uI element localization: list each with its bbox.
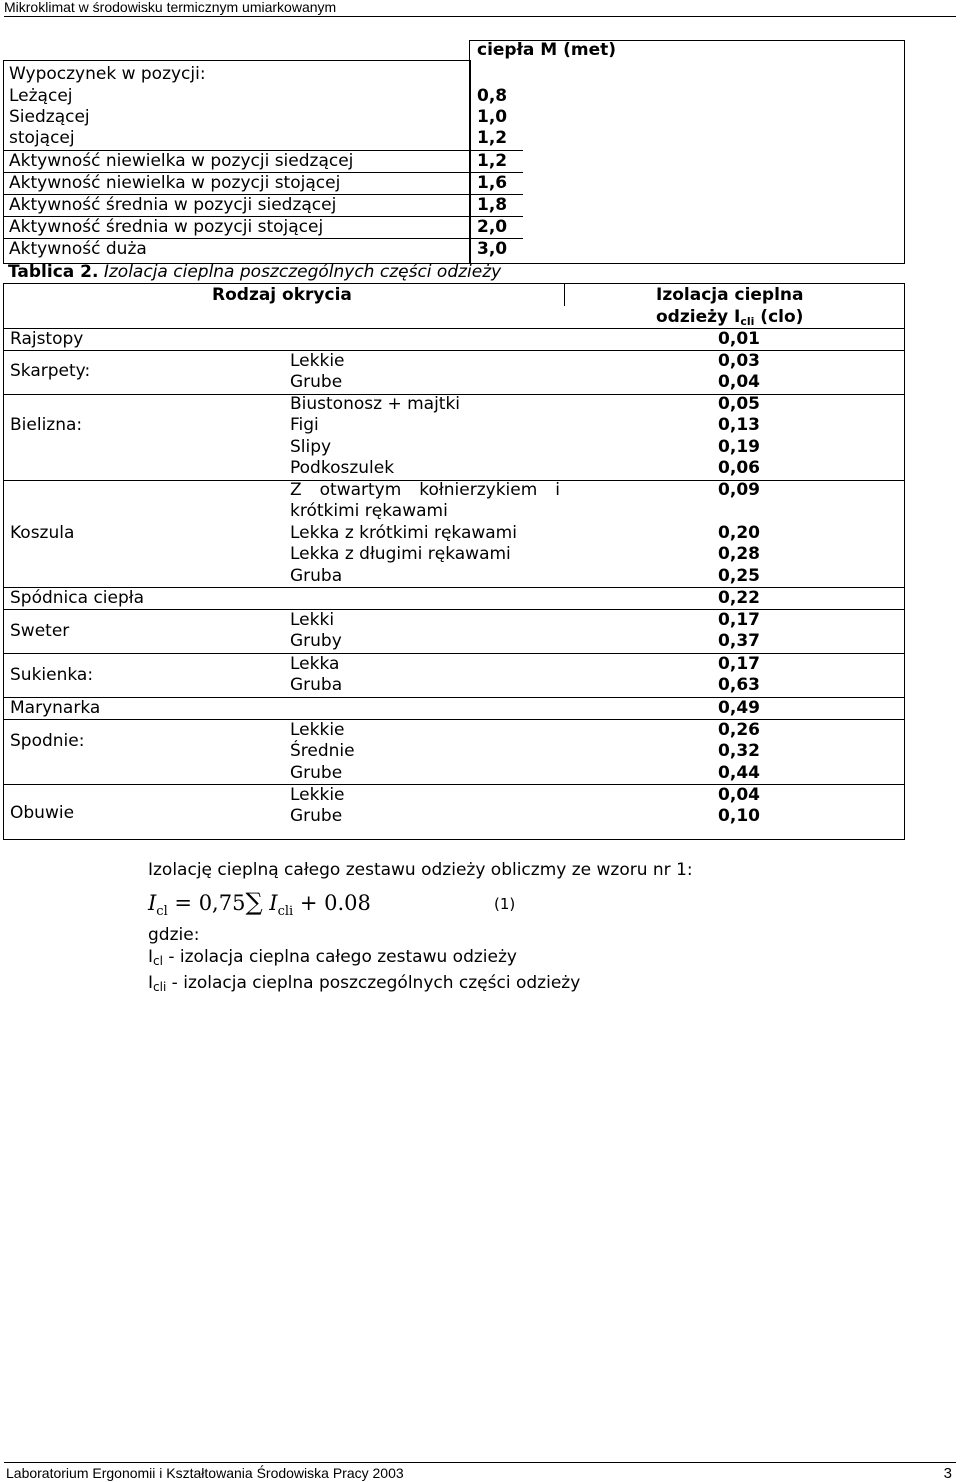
table1-row-value: 3,0: [477, 239, 508, 259]
table1-row-value: 1,8: [477, 195, 508, 215]
table1-value-frame: [469, 40, 905, 264]
clothing-type: Gruba: [290, 675, 343, 695]
clothing-type: Grube: [290, 372, 343, 392]
category-skarpety: Skarpety:: [10, 361, 91, 381]
table1-row-value: 1,2: [477, 128, 508, 148]
row-divider: [4, 719, 904, 720]
metabolic-rate-table: [3, 40, 903, 262]
table2-header-divider: [564, 284, 565, 306]
definition-item: $I_{cli}$ - izolacja cieplna poszczególnych części odzieży: [148, 973, 581, 994]
insulation-value: 0,05: [718, 394, 760, 414]
row-divider: [4, 784, 904, 785]
insulation-value: 0,37: [718, 631, 760, 651]
table1-row-label: Siedzącej: [9, 107, 90, 127]
category-spodnica: Spódnica ciepła: [10, 588, 145, 608]
clothing-type: Gruby: [290, 631, 342, 651]
clothing-type: Podkoszulek: [290, 458, 395, 478]
row-divider: [4, 653, 904, 654]
category-marynarka: Marynarka: [10, 698, 101, 718]
table1-row-label: Aktywność średnia w pozycji siedzącej: [9, 195, 337, 215]
row-divider: [4, 350, 904, 351]
insulation-value: 0,13: [718, 415, 760, 435]
table1-row-value: 1,0: [477, 107, 508, 127]
insulation-value: 0,26: [718, 720, 760, 740]
insulation-value: 0,22: [718, 588, 760, 608]
clothing-type: Gruba: [290, 566, 343, 586]
running-header: [4, 0, 956, 17]
caption-text: Izolacja cieplna poszczególnych części odzieży: [103, 262, 502, 282]
running-footer: [4, 1462, 956, 1481]
table1-group-label: Wypoczynek w pozycji:: [9, 64, 206, 84]
insulation-value: 0,03: [718, 351, 760, 371]
insulation-value: 0,06: [718, 458, 760, 478]
table1-row-value: 0,8: [477, 86, 508, 106]
clothing-insulation-table: [3, 283, 905, 840]
table1-row-label: Aktywność duża: [9, 239, 147, 259]
clothing-type-continued: krótkimi rękawami: [290, 501, 448, 521]
clothing-type: Lekkie: [290, 785, 345, 805]
table1-row-label: stojącej: [9, 128, 75, 148]
table1-header: ciepła M (met): [477, 40, 617, 60]
category-sukienka: Sukienka:: [10, 665, 94, 685]
table1-row-label: Aktywność średnia w pozycji stojącej: [9, 217, 324, 237]
clothing-type: Biustonosz + majtki: [290, 394, 461, 414]
category-koszula: Koszula: [10, 523, 75, 543]
clothing-type: Lekka z krótkimi rękawami: [290, 523, 517, 543]
category-rajstopy: Rajstopy: [10, 329, 84, 349]
table1-row-label: Aktywność niewielka w pozycji siedzącej: [9, 151, 354, 171]
insulation-value: 0,63: [718, 675, 760, 695]
equation-number: (1): [494, 895, 516, 913]
clothing-type: Lekkie: [290, 720, 345, 740]
clothing-type: Lekka z długimi rękawami: [290, 544, 511, 564]
definitions-where: gdzie:: [148, 925, 200, 945]
clothing-type: Slipy: [290, 437, 332, 457]
clothing-type: Z otwartym kołnierzykiem i: [290, 480, 560, 500]
formula-definitions: [148, 924, 848, 998]
insulation-value: 0,09: [718, 480, 760, 500]
caption-label: Tablica 2.: [8, 262, 99, 282]
clothing-type: Lekki: [290, 610, 335, 630]
insulation-value: 0,04: [718, 785, 760, 805]
clothing-type: Grube: [290, 763, 343, 783]
table1-row-value: 2,0: [477, 217, 508, 237]
table1-row-value: 1,6: [477, 173, 508, 193]
insulation-value: 0,32: [718, 741, 760, 761]
insulation-formula: [148, 888, 648, 922]
row-divider: [4, 609, 904, 610]
category-sweter: Sweter: [10, 621, 70, 641]
formula-intro: Izolację cieplną całego zestawu odzieży obliczmy ze wzoru nr 1:: [148, 860, 693, 880]
formula-expression: $I_{cl} = 0,75\sum$ $I_{cli} + 0.08$: [148, 888, 371, 919]
clothing-type: Lekkie: [290, 351, 345, 371]
header-insulation-line2: odzieży Icli (clo): [656, 307, 804, 328]
table1-row-label: Leżącej: [9, 86, 73, 106]
clothing-type: Grube: [290, 806, 343, 826]
category-spodnie: Spodnie:: [10, 731, 85, 751]
row-divider: [4, 697, 904, 698]
insulation-value: 0,25: [718, 566, 760, 586]
insulation-value: 0,19: [718, 437, 760, 457]
clothing-type: Figi: [290, 415, 319, 435]
clothing-type: Średnie: [290, 741, 355, 761]
header-insulation-line1: Izolacja cieplna: [656, 285, 804, 305]
insulation-value: 0,49: [718, 698, 760, 718]
table2-caption: [8, 262, 501, 283]
insulation-value: 0,01: [718, 329, 760, 349]
category-obuwie: Obuwie: [10, 803, 75, 823]
insulation-value: 0,20: [718, 523, 760, 543]
insulation-value: 0,17: [718, 654, 760, 674]
page-number: 3: [943, 1465, 952, 1482]
clothing-type: Lekka: [290, 654, 340, 674]
table1-row-value: 1,2: [477, 151, 508, 171]
document-title: Mikroklimat w środowisku termicznym umiarkowanym: [4, 0, 337, 15]
table1-row-label: Aktywność niewielka w pozycji stojącej: [9, 173, 341, 193]
insulation-value: 0,28: [718, 544, 760, 564]
insulation-value: 0,17: [718, 610, 760, 630]
footer-text: Laboratorium Ergonomii i Kształtowania Środowiska Pracy 2003: [6, 1465, 404, 1481]
insulation-value: 0,04: [718, 372, 760, 392]
header-clothing-type: Rodzaj okrycia: [212, 285, 352, 305]
insulation-value: 0,44: [718, 763, 760, 783]
category-bielizna: Bielizna:: [10, 415, 83, 435]
insulation-value: 0,10: [718, 806, 760, 826]
definition-item: $I_{cl}$ - izolacja cieplna całego zestawu odzieży: [148, 947, 517, 968]
